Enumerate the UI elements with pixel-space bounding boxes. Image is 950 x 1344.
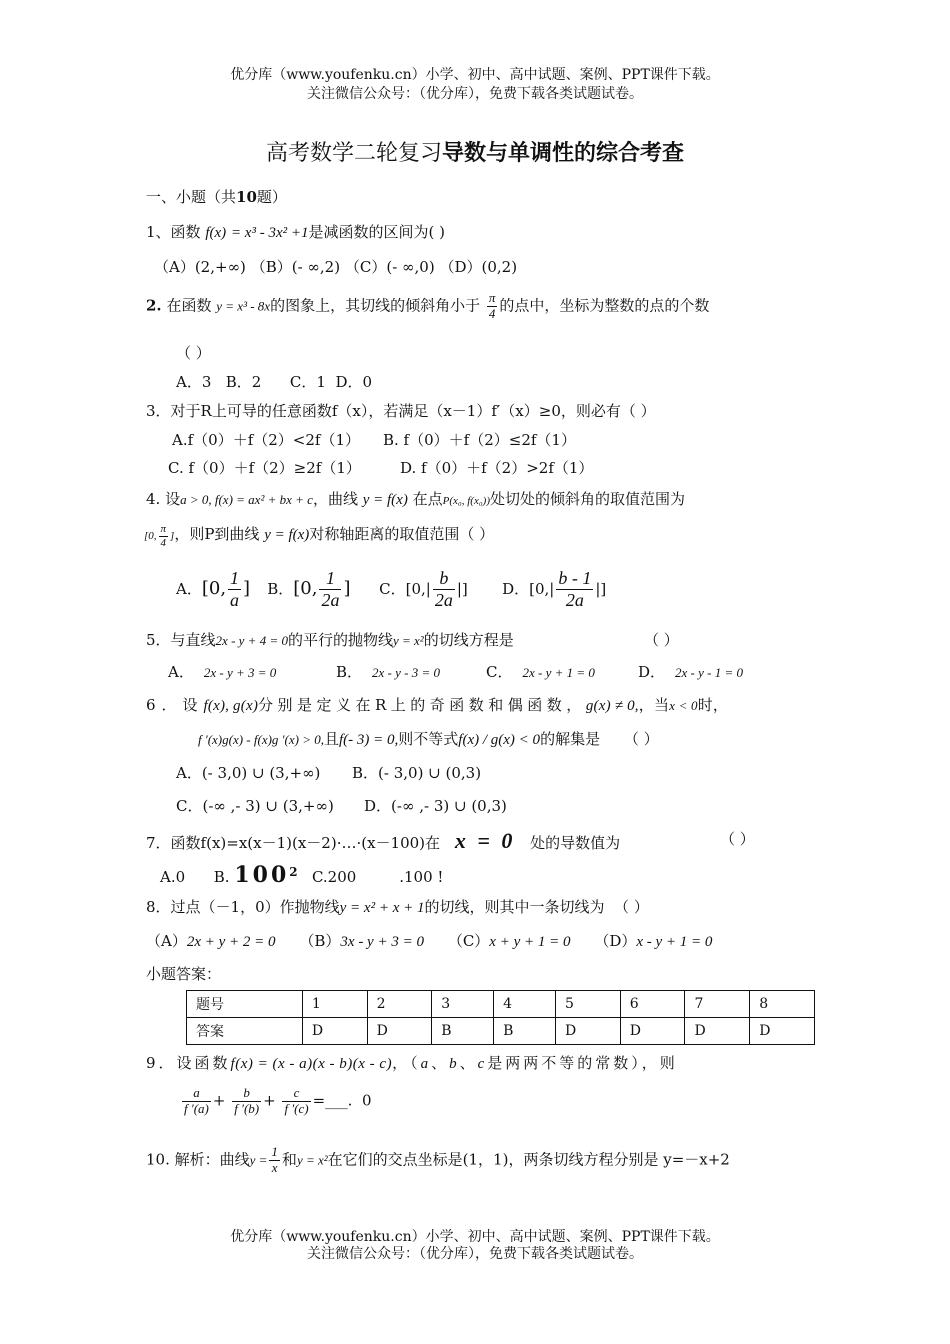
q3-option-c: C. f（0）＋f（2）≥2f（1） — [168, 459, 361, 477]
q9-answer: 0 — [362, 1091, 372, 1110]
q1-eq: = x³ - 3x² +1 — [230, 225, 309, 241]
q2-number: 2. — [146, 296, 162, 315]
q8-option-a-eq: 2x + y + 2 = 0 — [186, 934, 276, 950]
q10-curve-1-y: y = — [249, 1152, 268, 1168]
q6-option-d: D．(-∞ ,- 3) ∪ (0,3) — [364, 797, 507, 815]
q4-condition: a > 0, f(x) = ax² + bx + c — [180, 492, 313, 507]
q6-g-nonzero: g(x) ≠ 0, — [585, 698, 639, 714]
q6-text-g: 的解集是 — [540, 730, 601, 748]
q8-paren: （ ） — [614, 898, 649, 916]
q5-text-b: 的平行的抛物线 — [287, 631, 393, 649]
q4-option-c-close: |] — [456, 580, 468, 599]
table-cell: 8 — [750, 991, 815, 1018]
q1-option-a: （A）(2,+∞) — [154, 258, 246, 276]
q10-stem — [146, 1145, 730, 1176]
q4-option-c-open: [0,| — [405, 580, 431, 599]
q8-option-b-label: （B） — [299, 932, 341, 950]
q9-fraction-a — [182, 1086, 211, 1117]
title-plain: 高考数学二轮复习 — [265, 141, 442, 166]
q2-stem — [146, 291, 709, 322]
q5-option-b — [336, 661, 440, 682]
q6-fg: f(x), g(x) — [203, 698, 259, 714]
q9-fraction-c — [282, 1086, 310, 1117]
q4-text-d: 处切处的倾斜角的取值范围为 — [489, 490, 685, 508]
section-count: 10 — [236, 188, 257, 206]
q2-option-b: B．2 — [225, 373, 262, 391]
q5-text-c: 的切线方程是 — [423, 631, 514, 649]
q4-range-close: ] — [170, 530, 175, 542]
q6-text-a: 6．设 — [146, 696, 204, 714]
q2-pi: π — [488, 290, 496, 305]
q9-function: f(x) = (x - a)(x - b)(x - c) — [230, 1056, 393, 1072]
q9-text-c: 是两两不等的常数），则 — [487, 1054, 678, 1072]
section-heading — [146, 186, 287, 207]
q7-stem — [146, 828, 620, 854]
q8-parabola: y = x² + x + 1 — [339, 900, 425, 916]
q9-expression — [180, 1086, 372, 1117]
q2-option-c: C．1 — [289, 373, 326, 391]
q4-stem-line-1 — [146, 488, 685, 509]
q4-option-a-den: a — [230, 589, 240, 610]
q2-option-d: D．0 — [335, 373, 373, 391]
q3-stem: 3．对于R上可导的任意函数f（x），若满足（x－1）f′（x）≥0，则必有（ ） — [146, 402, 656, 420]
answers-label: 小题答案： — [146, 965, 222, 983]
header-line-1: 优分库（www.youfenku.cn）小学、初中、高中试题、案例、PPT课件下载。 — [230, 67, 720, 83]
q5-stem — [146, 629, 514, 650]
q9-f1-den: f ′(a) — [184, 1100, 209, 1116]
table-cell: B — [494, 1018, 556, 1045]
footer-line-2: 关注微信公众号：（优分库），免费下载各类试题试卷。 — [307, 1246, 643, 1262]
q8-option-a-label: （A） — [146, 932, 187, 950]
q5-option-d — [638, 661, 743, 682]
q6-f-minus-3: f(- 3) = 0, — [339, 732, 399, 748]
q5-parabola: y = x² — [392, 633, 424, 648]
q1-stem — [146, 221, 445, 242]
q1-options — [154, 256, 517, 277]
q8-option-b-eq: 3x - y + 3 = 0 — [340, 934, 424, 950]
q9-blank: =___. — [312, 1091, 353, 1110]
answers-table — [186, 990, 815, 1045]
section-prefix: 一、小题（共 — [146, 188, 237, 206]
q6-stem-line-1 — [146, 694, 728, 715]
table-cell: 7 — [685, 991, 750, 1018]
q1-fx: f(x) — [205, 225, 227, 241]
table-cell: 6 — [620, 991, 685, 1018]
q5-line: 2x - y + 4 = 0 — [215, 633, 288, 648]
q6-paren: （ ） — [623, 730, 659, 748]
q9-sep-2: 、 — [459, 1054, 478, 1072]
q8-option-c-label: （C） — [447, 932, 490, 950]
q4-range-pi: π — [160, 523, 167, 536]
q2-text-c: 的点中，坐标为整数的点的个数 — [499, 296, 710, 315]
q2-function: y = x³ - 8x — [216, 298, 271, 314]
table-cell: D — [685, 1018, 750, 1045]
table-cell: D — [750, 1018, 815, 1045]
q9-f2-den: f ′(b) — [234, 1100, 260, 1116]
q5-option-c-eq: 2x - y + 1 = 0 — [522, 665, 595, 680]
q3-option-d: D. f（0）＋f（2）>2f（1） — [400, 459, 594, 477]
table-cell: B — [432, 1018, 494, 1045]
q6-text-f: 则不等式 — [398, 730, 459, 748]
q5-paren: （ ） — [644, 631, 679, 649]
q8-text-a: 8．过点（－1，0）作抛物线 — [146, 898, 340, 916]
q4-option-c-fraction — [433, 568, 455, 610]
q7-text-b: 处的导数值为 — [530, 834, 621, 852]
q4-option-a-fraction — [228, 568, 241, 610]
q9-f2-num: b — [232, 1086, 261, 1102]
q4-curve: y = f(x) — [362, 492, 408, 508]
q4-option-a-num: 1 — [230, 568, 240, 588]
q7-x-equals-0: x = 0 — [454, 828, 516, 853]
q5-option-a — [168, 661, 276, 682]
q5-option-a-eq: 2x - y + 3 = 0 — [203, 665, 277, 680]
q4-option-b-open: [0, — [293, 578, 318, 600]
q8-text-b: 的切线，则其中一条切线为 — [424, 898, 605, 916]
q10-text-c: 在它们的交点坐标是(1，1)，两条切线方程分别是 y=－x+2 — [327, 1150, 730, 1169]
q6-text-c: ，当 — [638, 696, 670, 714]
q9-f3-num: c — [282, 1086, 310, 1102]
q2-paren: （ ） — [176, 344, 211, 362]
q4-option-b-fraction — [319, 568, 341, 610]
q6-stem-line-2 — [198, 728, 659, 749]
q7-options — [160, 862, 443, 888]
q10-curve-1-den: x — [271, 1159, 278, 1175]
q4-option-b-den: 2a — [321, 589, 340, 610]
q7-option-b-label: B. — [213, 868, 230, 886]
table-cell: 题号 — [187, 991, 303, 1018]
q5-text-a: 5．与直线 — [146, 631, 216, 649]
q4-option-d-fraction — [556, 568, 593, 610]
page-title — [0, 136, 950, 167]
q4-text-a: 4. 设 — [146, 490, 181, 508]
q6-option-a: A．(- 3,0) ∪ (3,+∞) — [176, 764, 321, 782]
table-cell: D — [620, 1018, 685, 1045]
q6-text-e: 且 — [323, 730, 339, 748]
q5-option-b-label: B． — [336, 663, 363, 681]
q2-pi-over-4 — [487, 291, 498, 322]
q4-text-c: 在点 — [412, 490, 443, 508]
q2-text-b: 的图象上，其切线的倾斜角小于 — [270, 296, 481, 315]
q4-text-e: ，则P到曲线 — [174, 525, 260, 543]
table-cell: 答案 — [187, 1018, 303, 1045]
answers-value-row — [187, 1018, 815, 1045]
q5-option-a-label: A． — [168, 663, 194, 681]
q4-option-d-den: 2a — [565, 589, 584, 610]
q9-plus-1: + — [212, 1091, 226, 1110]
q4-point: P(x₀, f(x₀)) — [442, 495, 490, 507]
q10-curve-2: y = x² — [296, 1152, 328, 1168]
q4-option-a-close: ] — [243, 578, 251, 600]
q9-sep-1: 、 — [431, 1054, 450, 1072]
q1-option-b: （B）(- ∞,2) — [250, 258, 341, 276]
q2-options — [176, 371, 372, 392]
q1-option-c: （C）(- ∞,0) — [344, 258, 435, 276]
answers-header-row — [187, 991, 815, 1018]
q8-option-d-eq: x - y + 1 = 0 — [636, 934, 713, 950]
q4-option-d-open: [0,| — [529, 580, 555, 599]
q6-option-b: B．(- 3,0) ∪ (0,3) — [352, 764, 482, 782]
q4-text-f: 对称轴距离的取值范围（ ） — [309, 525, 495, 543]
q10-curve-1-fraction — [269, 1145, 280, 1176]
q4-option-d-num: b - 1 — [558, 568, 592, 588]
q9-a: a — [420, 1056, 432, 1072]
q4-option-d-close: |] — [595, 580, 607, 599]
q9-fraction-b — [232, 1086, 261, 1117]
q5-option-d-label: D． — [638, 663, 666, 681]
q6-option-c: C．(-∞ ,- 3) ∪ (3,+∞) — [176, 797, 334, 815]
q9-plus-2: + — [263, 1091, 276, 1110]
q4-curve-2: y = f(x) — [264, 527, 310, 543]
q4-option-a-label: A． — [176, 580, 202, 599]
q9-f1-num: a — [182, 1086, 211, 1102]
q4-stem-line-2 — [144, 523, 494, 550]
q4-option-b-close: ] — [343, 578, 351, 600]
table-cell: 5 — [556, 991, 621, 1018]
q4-option-d-label: D． — [502, 580, 530, 599]
footer-line-1: 优分库（www.youfenku.cn）小学、初中、高中试题、案例、PPT课件下载。 — [230, 1229, 720, 1245]
q4-option-a-open: [0, — [201, 578, 227, 600]
q1-option-d: （D）(0,2) — [439, 258, 518, 276]
q9-b: b — [449, 1056, 460, 1072]
q10-text-b: 和 — [281, 1150, 297, 1169]
q3-option-b: B. f（0）＋f（2）≤2f（1） — [383, 431, 576, 449]
table-cell: D — [556, 1018, 621, 1045]
q10-text-a: 10. 解析：曲线 — [146, 1150, 250, 1169]
q4-options — [176, 568, 606, 610]
q2-four: 4 — [488, 305, 496, 321]
q7-text-a: 7．函数f(x)=x(x－1)(x－2)·…·(x－100)在 — [146, 834, 441, 852]
q7-option-b-value: 100 — [234, 862, 290, 888]
q6-condition: f ′(x)g(x) - f(x)g ′(x) > 0, — [198, 732, 324, 747]
q2-option-a: A．3 — [176, 373, 212, 391]
q6-x-negative: x < 0 — [669, 698, 698, 713]
q4-option-b-label: B． — [267, 580, 294, 599]
q9-f3-den: f ′(c) — [284, 1100, 309, 1116]
q9-c: c — [477, 1056, 488, 1072]
q8-option-d-label: （D） — [594, 932, 637, 950]
table-cell: 2 — [367, 991, 432, 1018]
q7-paren: （ ） — [720, 830, 755, 848]
q2-text-a: 在函数 — [166, 296, 212, 315]
q1-text-a: 1、函数 — [146, 223, 201, 241]
q1-text-b: 是减函数的区间为( ) — [308, 223, 445, 241]
q5-option-c — [486, 661, 595, 682]
header-line-2: 关注微信公众号：（优分库），免费下载各类试题试卷。 — [307, 86, 643, 102]
q5-option-b-eq: 2x - y - 3 = 0 — [372, 665, 441, 680]
q4-range-fraction — [159, 523, 169, 549]
q4-option-c-num: b — [433, 568, 455, 590]
table-cell: 3 — [432, 991, 494, 1018]
q4-option-c-den: 2a — [434, 589, 453, 610]
q4-option-c-label: C． — [379, 580, 406, 599]
q4-range-open: [0, — [144, 530, 157, 542]
q8-stem — [146, 896, 649, 917]
q9-text-b: ，（ — [392, 1054, 421, 1072]
q9-stem — [146, 1052, 678, 1073]
q8-option-c-eq: x + y + 1 = 0 — [489, 934, 571, 950]
q8-options — [146, 930, 712, 951]
table-cell: D — [367, 1018, 432, 1045]
title-bold: 导数与单调性的综合考查 — [442, 140, 685, 166]
table-cell: 4 — [494, 991, 556, 1018]
q5-option-c-label: C． — [486, 663, 513, 681]
q7-option-d: .100 ! — [399, 868, 444, 886]
q7-option-b-exponent: 2 — [289, 865, 298, 879]
q3-option-a: A.f（0）＋f（2）<2f（1） — [172, 431, 360, 449]
q7-option-c: C.200 — [311, 868, 357, 886]
q4-text-b: ，曲线 — [312, 490, 358, 508]
q4-option-b-num: 1 — [319, 568, 341, 590]
q4-range — [144, 523, 175, 549]
section-suffix: 题） — [256, 188, 287, 206]
q10-curve-1-num: 1 — [271, 1144, 278, 1159]
q4-range-four: 4 — [160, 536, 167, 549]
q6-text-d: 时， — [697, 696, 729, 714]
q9-text-a: 9．设函数 — [146, 1054, 231, 1072]
q6-inequality: f(x) / g(x) < 0 — [458, 732, 541, 748]
table-cell: D — [302, 1018, 367, 1045]
q5-option-d-eq: 2x - y - 1 = 0 — [675, 665, 744, 680]
table-cell: 1 — [302, 991, 367, 1018]
q7-option-a: A.0 — [160, 868, 186, 886]
q6-text-b: 分别是定义在R上的奇函数和偶函数， — [258, 696, 586, 714]
